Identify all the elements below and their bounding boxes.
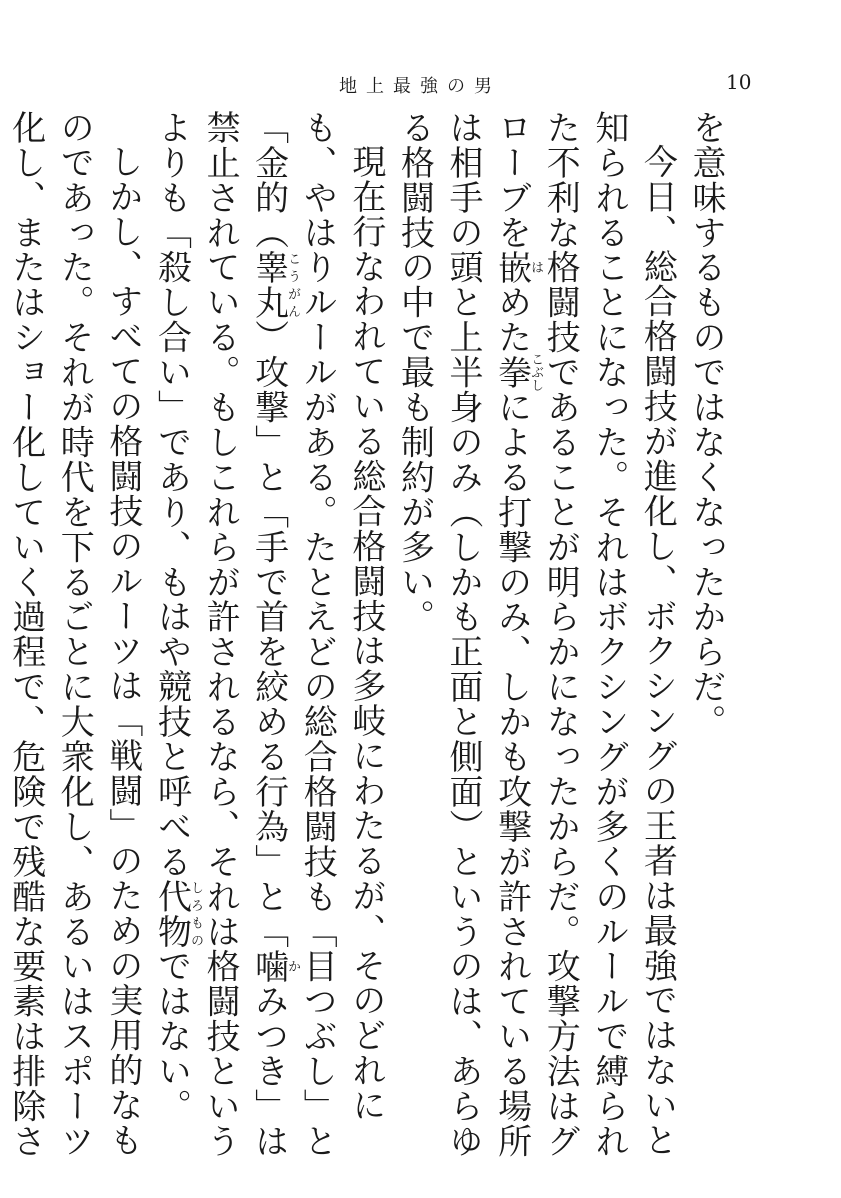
text-run: ）攻撃」と「手で首を絞める行為」と「 bbox=[248, 319, 289, 949]
text-run: を意味するものではなくなったからだ。 bbox=[686, 110, 726, 740]
ruby-base: 代物 bbox=[151, 878, 192, 949]
body-text bbox=[5, 110, 730, 1160]
paragraph-3 bbox=[147, 110, 390, 1160]
ruby-reading: か bbox=[285, 948, 301, 984]
text-run: みつき」は禁止されている。もしこれらが許されるなら、それは格闘技というよりも「殺し合い」であり、もはや競技と呼べる bbox=[151, 110, 289, 1159]
ruby-word bbox=[491, 352, 544, 392]
paragraph-1 bbox=[681, 110, 730, 1160]
ruby-base: 噛 bbox=[248, 948, 289, 984]
ruby-word bbox=[151, 878, 203, 949]
running-header bbox=[0, 56, 841, 96]
ruby-reading: こぶし bbox=[528, 352, 544, 392]
paragraph-2 bbox=[390, 110, 682, 1160]
text-run: めた bbox=[491, 284, 532, 355]
text-run: ではない。 bbox=[151, 948, 192, 1124]
text-run: しかし、すべての格闘技のルーツは「戦闘」のための実用的なものであった。それが時代を下るごとに大衆化し、あるいはスポーツ化し、またはショー化していく過程で、危険で残酷な要素は排除さ bbox=[5, 110, 143, 1159]
paragraph-4 bbox=[0, 110, 147, 1160]
ruby-reading: しろもの bbox=[187, 878, 203, 949]
ruby-base: 拳 bbox=[491, 352, 532, 392]
ruby-reading: こうがん bbox=[285, 249, 301, 320]
ruby-reading: は bbox=[528, 249, 544, 285]
running-title: 地上最強の男 bbox=[339, 76, 501, 97]
page-number: 10 bbox=[726, 70, 752, 94]
text-run: 今日、総合格闘技が進化し、ボクシングの王者は最強ではないと知られることになった。それはボクシングが多くのルールで縛られた不利な格闘技であることが明らかになったからだ。攻撃方法はグローブを bbox=[491, 110, 678, 1159]
text-run: による打撃のみ、しかも攻撃が許されている場所は相手の頭と上半身のみ（しかも正面と側面）というのは、あらゆる格闘技の中で最も制約が多い。 bbox=[394, 110, 532, 1159]
text-run: 現在行なわれている総合格闘技は多岐にわたるが、そのどれにも、やはりルールがある。たとえどの総合格闘技も「目つぶし」と「金的（ bbox=[248, 110, 386, 1159]
ruby-word bbox=[491, 249, 544, 285]
ruby-base: 睾丸 bbox=[248, 249, 289, 320]
ruby-base: 嵌 bbox=[491, 249, 532, 285]
ruby-word bbox=[248, 948, 301, 984]
ruby-word bbox=[248, 249, 301, 320]
